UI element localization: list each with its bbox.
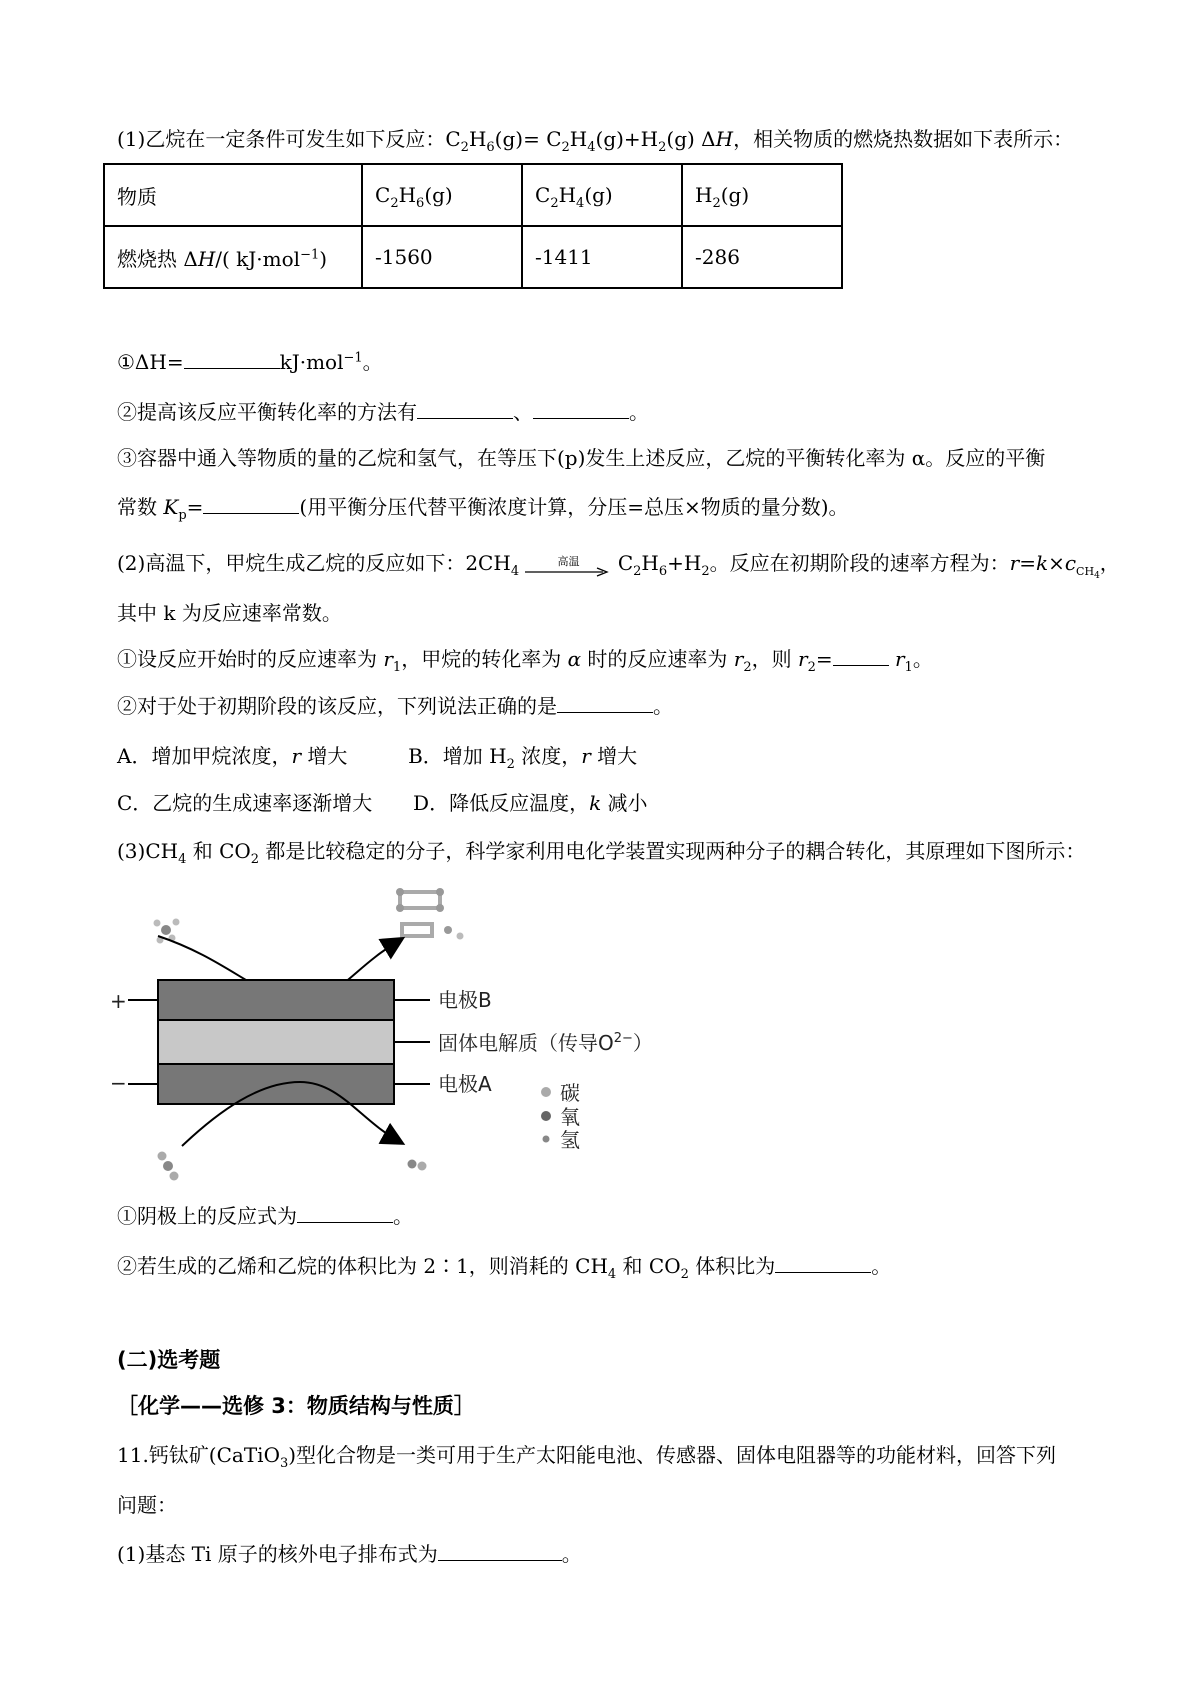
q2-line2: 其中 k 为反应速率常数。 — [117, 601, 342, 625]
table-header-h2: $H_2(g)$ — [682, 164, 842, 226]
legend-hydrogen: 氢 — [560, 1128, 580, 1152]
answer-blank[interactable] — [833, 647, 889, 666]
arrow-label: 高温 — [557, 554, 580, 568]
option-d[interactable]: D．降低反应温度，k 减小 — [413, 791, 648, 815]
option-c[interactable]: C．乙烷的生成速率逐渐增大 — [117, 791, 373, 815]
reaction-arrow-icon — [525, 567, 611, 577]
section-title: (二)选考题 — [117, 1348, 221, 1372]
option-a[interactable]: A．增加甲烷浓度，r 增大 — [117, 744, 348, 768]
table-header-row — [104, 164, 842, 226]
q1-intro: (1)乙烷在一定条件可发生如下反应： — [117, 127, 446, 151]
legend-carbon: 碳 — [560, 1081, 580, 1105]
table-header-substance: 物质 — [104, 164, 362, 226]
electrode-b-layer — [158, 980, 394, 1020]
q1-2-text: ②提高该反应平衡转化率的方法有 — [117, 400, 417, 424]
carbon-legend-icon — [541, 1087, 551, 1097]
table-header-c2h4: $C_2H_4(g)$ — [522, 164, 682, 226]
oxygen-legend-icon — [541, 1111, 551, 1121]
q11-line1: 11.钙钛矿(CaTiO$_3$)型化合物是一类可用于生产太阳能电池、传感器、固体电阻器等的功能材料，回答下列 — [117, 1443, 1057, 1471]
q2-product: $C_2H_6+H_2$。反应在初期阶段的速率方程为： — [617, 551, 1010, 579]
q1-3-line2: 常数 $K_p=$ (用平衡分压代替平衡浓度计算，分压=总压×物质的量分数)。 — [117, 495, 849, 523]
table-cell-c2h6: -1560 — [362, 226, 522, 288]
answer-blank[interactable] — [775, 1254, 871, 1273]
q1-2-line: ②提高该反应平衡转化率的方法有 、 。 — [117, 400, 649, 424]
q1-intro-line: (1)乙烷在一定条件可发生如下反应：$C_2H_6(g)= C_2H_4(g)+H_2(g)$ ΔH，相关物质的燃烧热数据如下表所示： — [117, 127, 1074, 155]
electrolyte-layer — [158, 1020, 394, 1064]
answer-blank[interactable] — [297, 1204, 393, 1223]
q2-intro-line: (2)高温下，甲烷生成乙烷的反应如下：$2CH_4$ 高温 $C_2H_6+H_2$。反应在初期阶段的速率方程为：$r=k\times c_{CH_4}$， — [117, 548, 1120, 578]
table-cell-c2h4: -1411 — [522, 226, 682, 288]
hydrogen-legend-icon — [543, 1136, 550, 1143]
table-header-c2h6: $C_2H_6(g)$ — [362, 164, 522, 226]
q3-intro: $(3)CH_4$ 和 $CO_2$ 都是比较稳定的分子，科学家利用电化学装置实现两种分子的耦合转化，其原理如下图所示： — [117, 839, 1086, 867]
answer-blank[interactable] — [438, 1542, 562, 1561]
minus-terminal: − — [110, 1071, 127, 1095]
q3-sub2: ②若生成的乙烯和乙烷的体积比为 2∶1，则消耗的 $CH_4$ 和 $CO_2$ 体积比为 。 — [117, 1254, 892, 1282]
atom-legend — [541, 1081, 580, 1152]
electrolyte-label: 固体电解质（传导$O^{2-}$） — [438, 1031, 653, 1055]
q2-options-cd — [117, 788, 648, 818]
q11-line2: 问题： — [117, 1493, 177, 1517]
q1-1-unit: kJ·mol — [279, 350, 344, 374]
q2-options-ab — [117, 741, 637, 771]
table-row-label: 燃烧热 ΔH/( kJ·mol$^{-1}$) — [104, 226, 362, 288]
q1-3-line1: ③容器中通入等物质的量的乙烷和氢气，在等压下(p)发生上述反应，乙烷的平衡转化率为 α。反应的平衡 — [117, 446, 1046, 470]
q1-intro-tail: ，相关物质的燃烧热数据如下表所示： — [733, 127, 1074, 151]
q1-1-prefix: ①ΔH= — [117, 350, 184, 374]
option-b[interactable]: B．增加 $H_2$ 浓度，r 增大 — [408, 744, 638, 772]
table-cell-h2: -286 — [682, 226, 842, 288]
q1-1-line: ①ΔH= kJ·mol$^{-1}$。 — [117, 350, 383, 374]
electrochemical-cell-diagram — [110, 880, 730, 1190]
answer-blank[interactable] — [203, 495, 299, 514]
electrode-a-label: 电极A — [438, 1072, 492, 1096]
high-temp-arrow — [525, 553, 611, 577]
q2-intro: (2)高温下，甲烷生成乙烷的反应如下：2CH — [117, 551, 511, 575]
q2-sub2: ②对于处于初期阶段的该反应，下列说法正确的是 。 — [117, 694, 673, 718]
q2-sub1: ①设反应开始时的反应速率为 $r_1$，甲烷的转化率为 α 时的反应速率为 $r_2$，则 $r_2= r_1$。 — [117, 647, 933, 675]
section-subtitle: ［化学——选修 3：物质结构与性质］ — [117, 1394, 475, 1418]
table-row — [104, 226, 842, 288]
q3-sub1: ①阴极上的反应式为 。 — [117, 1204, 413, 1228]
co2-molecule-icon — [158, 1152, 179, 1181]
co-molecule-icon — [408, 1160, 427, 1171]
answer-blank[interactable] — [417, 400, 513, 419]
answer-blank[interactable] — [184, 350, 280, 369]
c2h6-c2h4-molecules-icon — [396, 888, 464, 940]
plus-terminal: + — [110, 989, 127, 1013]
combustion-heat-table — [103, 163, 843, 289]
legend-oxygen: 氧 — [560, 1105, 580, 1129]
electrode-a-layer — [158, 1064, 394, 1104]
answer-blank[interactable] — [557, 694, 653, 713]
answer-blank[interactable] — [533, 400, 629, 419]
electrode-b-label: 电极B — [438, 988, 492, 1012]
q11-sub1: (1)基态 Ti 原子的核外电子排布式为 。 — [117, 1542, 582, 1566]
